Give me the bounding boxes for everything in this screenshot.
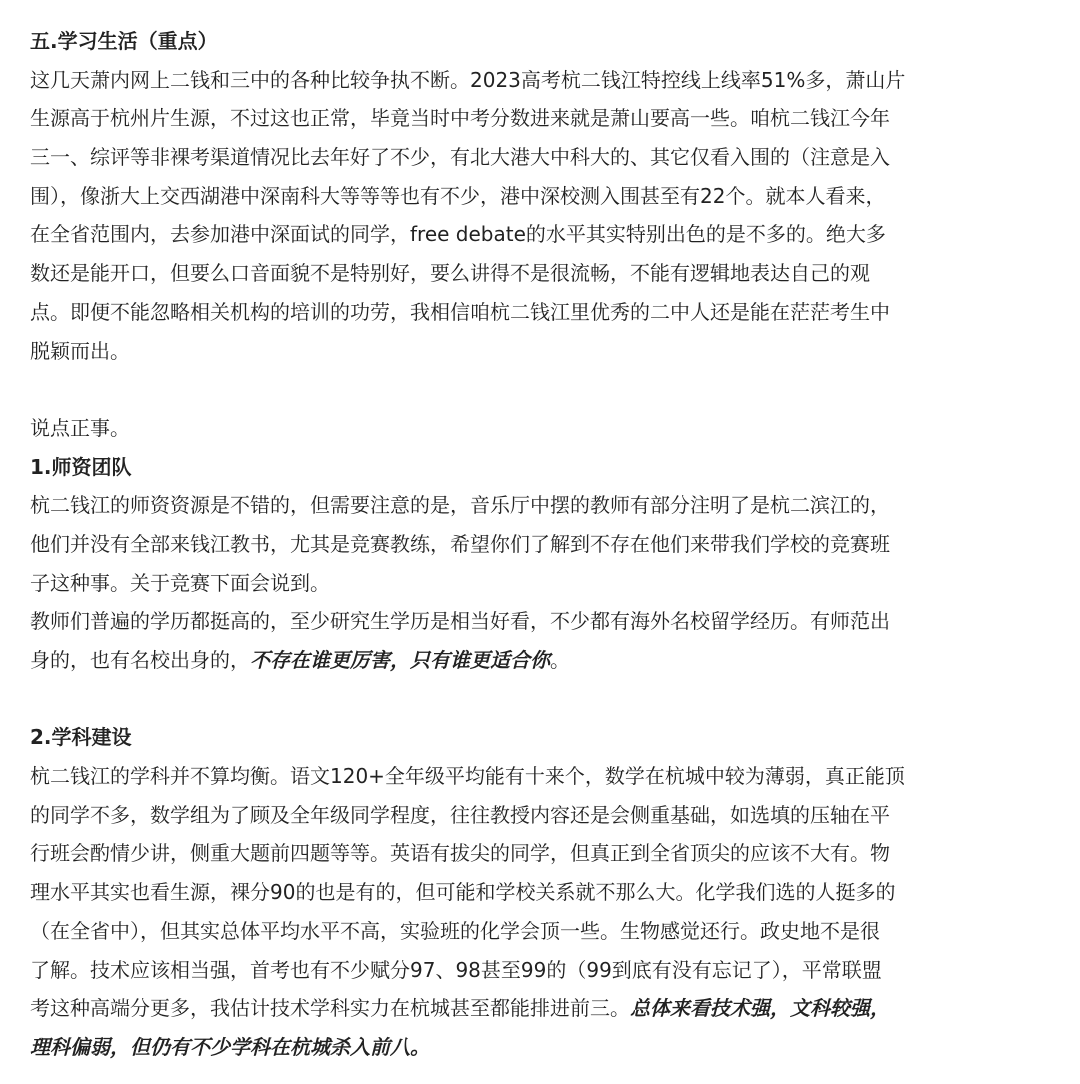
subsection-heading-subjects: 2.学科建设	[30, 725, 132, 750]
text-line: 教师们普遍的学历都挺高的，至少研究生学历是相当好看，不少都有海外名校留学经历。有师范出	[30, 609, 890, 634]
text-line: 三一、综评等非裸考渠道情况比去年好了不少，有北大港大中科大的、其它仅看入围的（注意是入	[30, 145, 890, 170]
text-line: 生源高于杭州片生源，不过这也正常，毕竟当时中考分数进来就是萧山要高一些。咱杭二钱江今年	[30, 106, 890, 131]
intro-line: 说点正事。	[30, 415, 130, 440]
text-line: 在全省范围内，去参加港中深面试的同学，free debate的水平其实特别出色的是不多的。绝大多	[30, 222, 886, 247]
text-line: 行班会酌情少讲，侧重大题前四题等等。英语有拔尖的同学，但真正到全省顶尖的应该不大有。物	[30, 841, 890, 866]
article-body	[30, 22, 1040, 1067]
paragraph-subjects	[30, 757, 1040, 1067]
blank-line	[30, 370, 1040, 409]
paragraph-faculty	[30, 486, 1040, 679]
text-line: 他们并没有全部来钱江教书，尤其是竞赛教练，希望你们了解到不存在他们来带我们学校的竞赛班	[30, 531, 890, 556]
text-line: （在全省中），但其实总体平均水平不高，实验班的化学会顶一些。生物感觉还行。政史地不是很	[30, 918, 880, 943]
text-segment: 身的，也有名校出身的，	[30, 648, 250, 672]
text-line	[30, 641, 1040, 680]
text-line	[30, 989, 1040, 1028]
text-line: 脱颖而出。	[30, 338, 130, 363]
paragraph-study-life	[30, 61, 1040, 371]
text-line: 围），像浙大上交西湖港中深南科大等等等也有不少，港中深校测入围甚至有22个。就本人看来，	[30, 183, 886, 208]
text-line: 这几天萧内网上二钱和三中的各种比较争执不断。2023高考杭二钱江特控线上线率51%多，萧山片	[30, 67, 906, 92]
subsection-heading-faculty: 1.师资团队	[30, 454, 132, 479]
text-line: 点。即便不能忽略相关机构的培训的功劳，我相信咱杭二钱江里优秀的二中人还是能在茫茫考生中	[30, 299, 890, 324]
text-line: 杭二钱江的师资资源是不错的，但需要注意的是，音乐厅中摆的教师有部分注明了是杭二滨江的，	[30, 493, 890, 518]
text-line: 杭二钱江的学科并不算均衡。语文120+全年级平均能有十来个，数学在杭城中较为薄弱，真正能顶	[30, 764, 905, 789]
section-heading: 五.学习生活（重点）	[30, 29, 218, 53]
text-segment: 考这种高端分更多，我估计技术学科实力在杭城甚至都能排进前三。	[30, 996, 630, 1021]
text-line: 理水平其实也看生源，裸分90的也是有的，但可能和学校关系就不那么大。化学我们选的人挺多的	[30, 880, 896, 905]
text-segment: 。	[550, 648, 570, 672]
emphasis-text: 理科偏弱，但仍有不少学科在杭城杀入前八。	[30, 1034, 430, 1059]
text-line: 了解。技术应该相当强，首考也有不少赋分97、98甚至99的（99到底有没有忘记了），平常联盟	[30, 957, 882, 982]
emphasis-text: 总体来看技术强，文科较强，	[630, 996, 890, 1021]
text-line: 数还是能开口，但要么口音面貌不是特别好，要么讲得不是很流畅，不能有逻辑地表达自己的观	[30, 261, 870, 286]
text-line: 的同学不多，数学组为了顾及全年级同学程度，往往教授内容还是会侧重基础，如选填的压轴在平	[30, 802, 890, 827]
emphasis-text: 不存在谁更厉害，只有谁更适合你	[250, 648, 550, 672]
text-line: 子这种事。关于竞赛下面会说到。	[30, 570, 330, 595]
blank-line	[30, 680, 1040, 719]
